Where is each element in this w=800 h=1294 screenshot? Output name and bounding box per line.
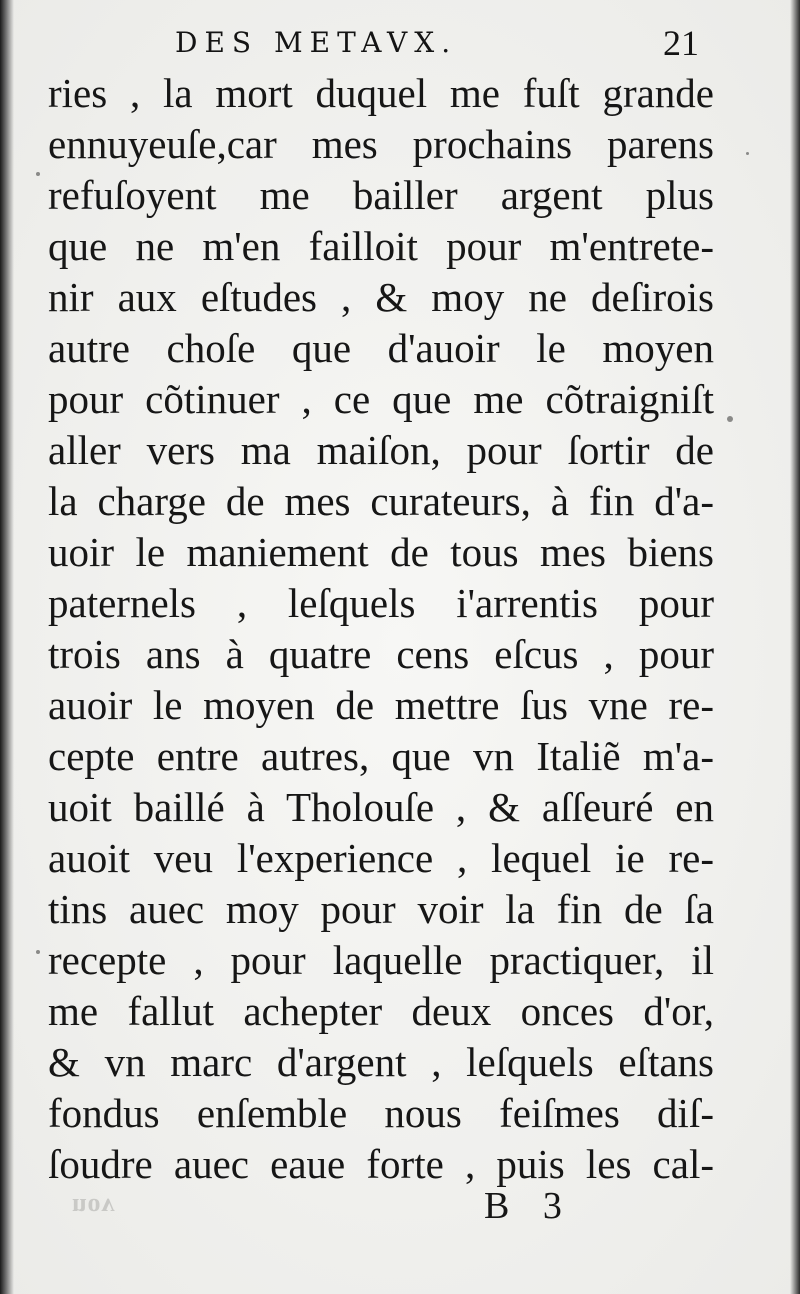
page-number: 21 [663,23,699,63]
page-right-shadow [790,0,800,1294]
text-line: aller vers ma maiſon, pour ſortir de [48,427,714,473]
text-line: pour cõtinuer , ce que me cõtraigniſt [48,376,714,422]
text-line: auoir le moyen de mettre ſus vne re- [48,682,714,728]
text-line: tins auec moy pour voir la fin de ſa [48,886,714,932]
text-line: cepte entre autres, que vn Italiẽ m'a- [48,733,714,779]
page-footer [0,1178,800,1238]
text-line: ries , la mort duquel me fuſt grande [48,70,714,116]
text-line: auoit veu l'experience , lequel ie re- [48,835,714,881]
text-line: nir aux eſtudes , & moy ne deſirois [48,274,714,320]
text-line: uoir le maniement de tous mes biens [48,529,714,575]
text-line: trois ans à quatre cens eſcus , pour [48,631,714,677]
text-line: & vn marc d'argent , leſquels eſtans [48,1039,714,1085]
show-through-text: nov [72,1193,116,1222]
text-line: fondus enſemble nous feiſmes diſ- [48,1090,714,1136]
page-header [0,22,800,72]
text-line: que ne m'en failloit pour m'entrete- [48,223,714,269]
text-line: paternels , leſquels i'arrentis pour [48,580,714,626]
text-line: autre choſe que d'auoir le moyen [48,325,714,371]
page-left-shadow [0,0,14,1294]
signature-mark: B 3 [484,1185,562,1227]
text-line: me fallut achepter deux onces d'or, [48,988,714,1034]
text-line: refuſoyent me bailler argent plus [48,172,714,218]
running-head: DES METAVX. [175,26,458,59]
text-line: la charge de mes curateurs, à fin d'a- [48,478,714,524]
paper-speck [36,172,40,176]
body-text [48,68,714,1190]
paper-speck [746,152,749,155]
paper-speck [36,950,40,954]
text-line: ſoudre auec eaue forte , puis les cal- [48,1141,714,1187]
text-line: uoit baillé à Tholouſe , & aſſeuré en [48,784,714,830]
text-line: recepte , pour laquelle practiquer, il [48,937,714,983]
text-line: ennuyeuſe,car mes prochains parens [48,121,714,167]
paper-speck [727,416,733,422]
